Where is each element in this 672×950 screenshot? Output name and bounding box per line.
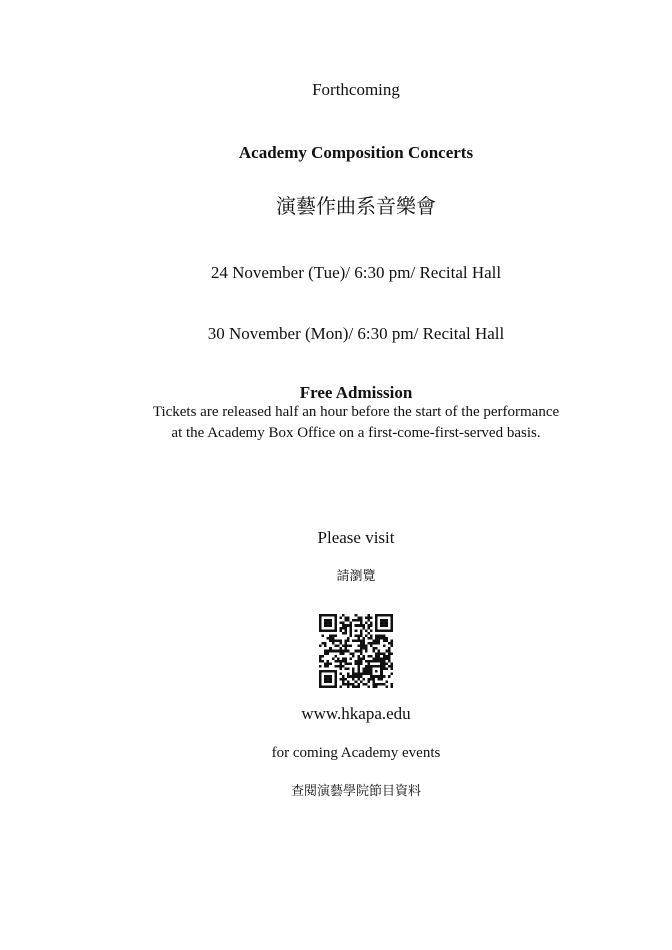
qr-code-icon[interactable]: [319, 614, 393, 688]
concert-title: Academy Composition Concerts: [238, 143, 474, 162]
events-text-zh: 查閱演藝學院節目資料: [290, 784, 421, 799]
admission-line-1: Tickets are released half an hour before the start of the performance: [152, 404, 560, 420]
kicker-text: Forthcoming: [312, 80, 400, 99]
visit-label: Please visit: [317, 528, 395, 547]
admission-line-2: at the Academy Box Office on a first-come-first-served basis.: [171, 425, 541, 441]
admission-heading: Free Admission: [299, 383, 413, 402]
events-text: for coming Academy events: [271, 745, 441, 761]
visit-label-zh: 請瀏覽: [336, 569, 376, 584]
date-line-2: 30 November (Mon)/ 6:30 pm/ Recital Hall: [207, 324, 505, 343]
concert-title-zh: 演藝作曲系音樂會: [276, 194, 436, 218]
date-line-1: 24 November (Tue)/ 6:30 pm/ Recital Hall: [210, 263, 502, 282]
website-link[interactable]: www.hkapa.edu: [301, 704, 411, 723]
